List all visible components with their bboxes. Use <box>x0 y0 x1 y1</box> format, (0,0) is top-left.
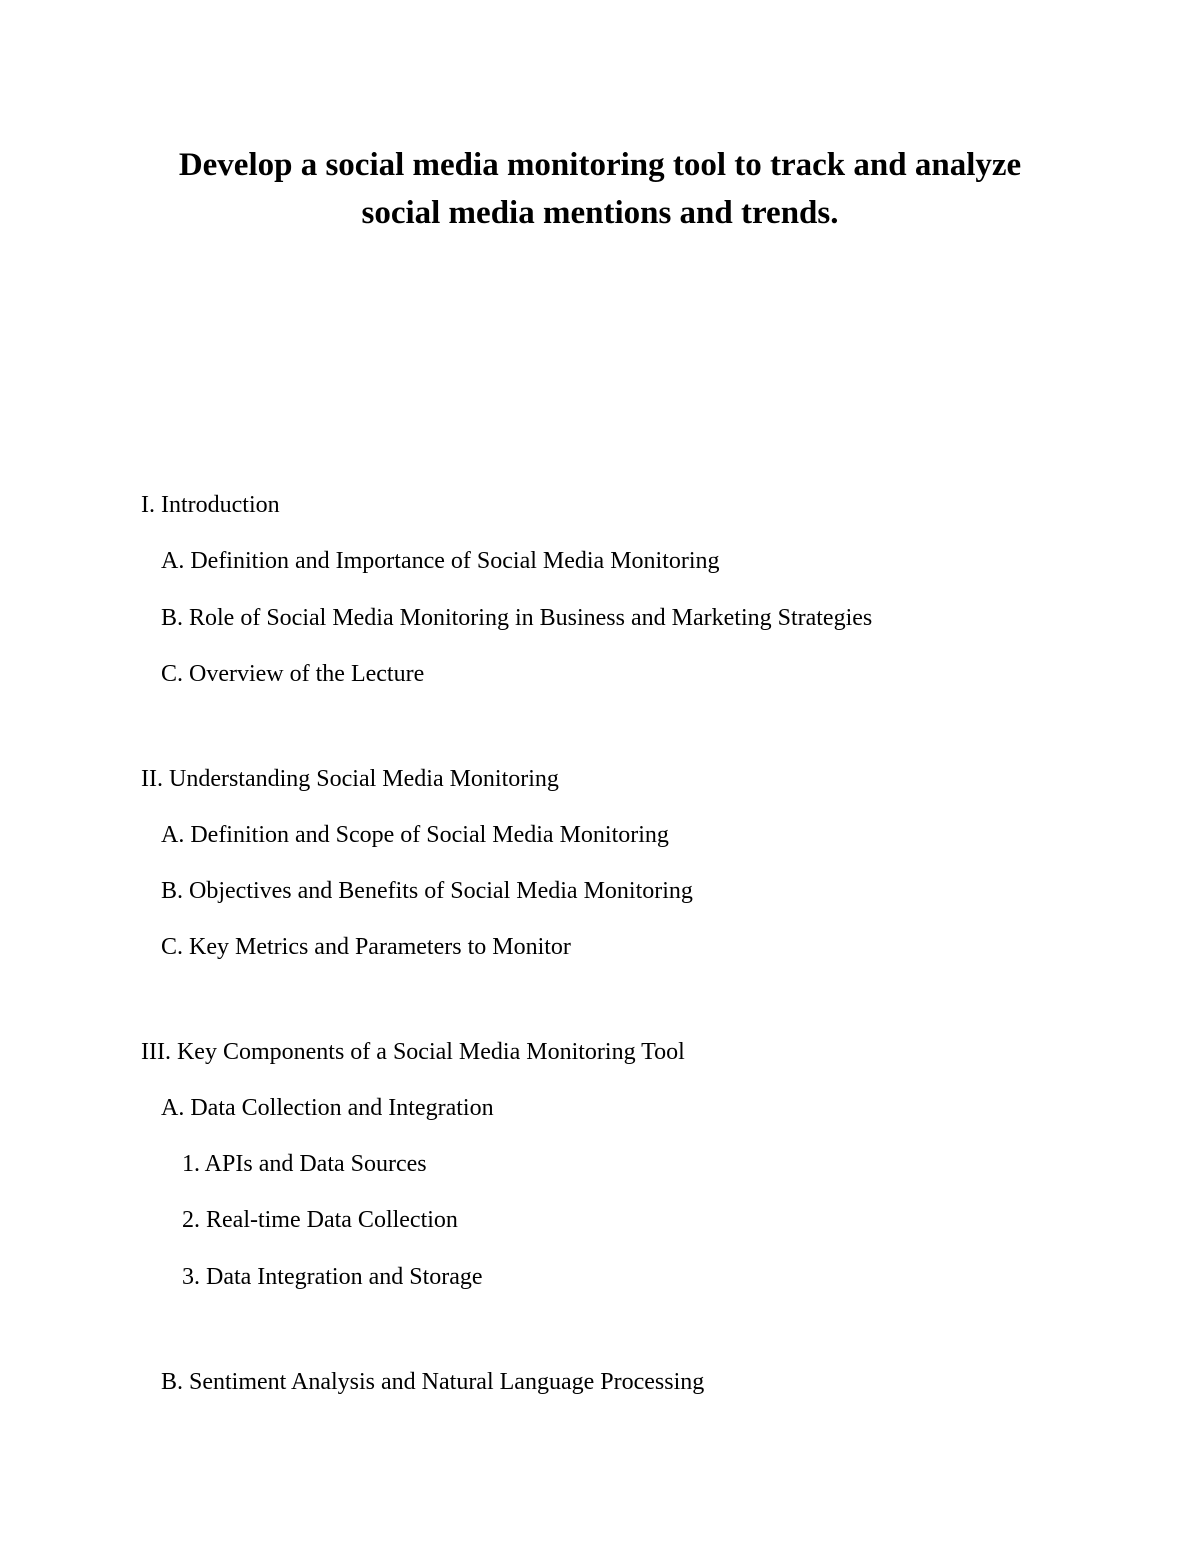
outline-item: A. Data Collection and Integration <box>161 1095 494 1121</box>
outline-subitem: 2. Real-time Data Collection <box>182 1207 458 1233</box>
outline-item: C. Key Metrics and Parameters to Monitor <box>161 934 571 960</box>
section-heading-understanding: II. Understanding Social Media Monitoring <box>141 766 559 792</box>
outline-item: A. Definition and Scope of Social Media Monitoring <box>161 822 669 848</box>
outline-item: C. Overview of the Lecture <box>161 661 425 687</box>
title-line-2: social media mentions and trends. <box>361 195 839 231</box>
outline-item: B. Objectives and Benefits of Social Media Monitoring <box>161 878 693 904</box>
outline-item: B. Role of Social Media Monitoring in Business and Marketing Strategies <box>161 605 873 631</box>
title-line-1: Develop a social media monitoring tool to track and analyze <box>178 147 1022 183</box>
outline-subitem: 3. Data Integration and Storage <box>182 1264 483 1290</box>
outline-item: A. Definition and Importance of Social Media Monitoring <box>161 548 720 574</box>
outline-item: B. Sentiment Analysis and Natural Language Processing <box>161 1369 705 1395</box>
section-heading-key-components: III. Key Components of a Social Media Monitoring Tool <box>141 1039 685 1065</box>
section-heading-introduction: I. Introduction <box>141 492 280 518</box>
outline-subitem: 1. APIs and Data Sources <box>182 1151 427 1177</box>
